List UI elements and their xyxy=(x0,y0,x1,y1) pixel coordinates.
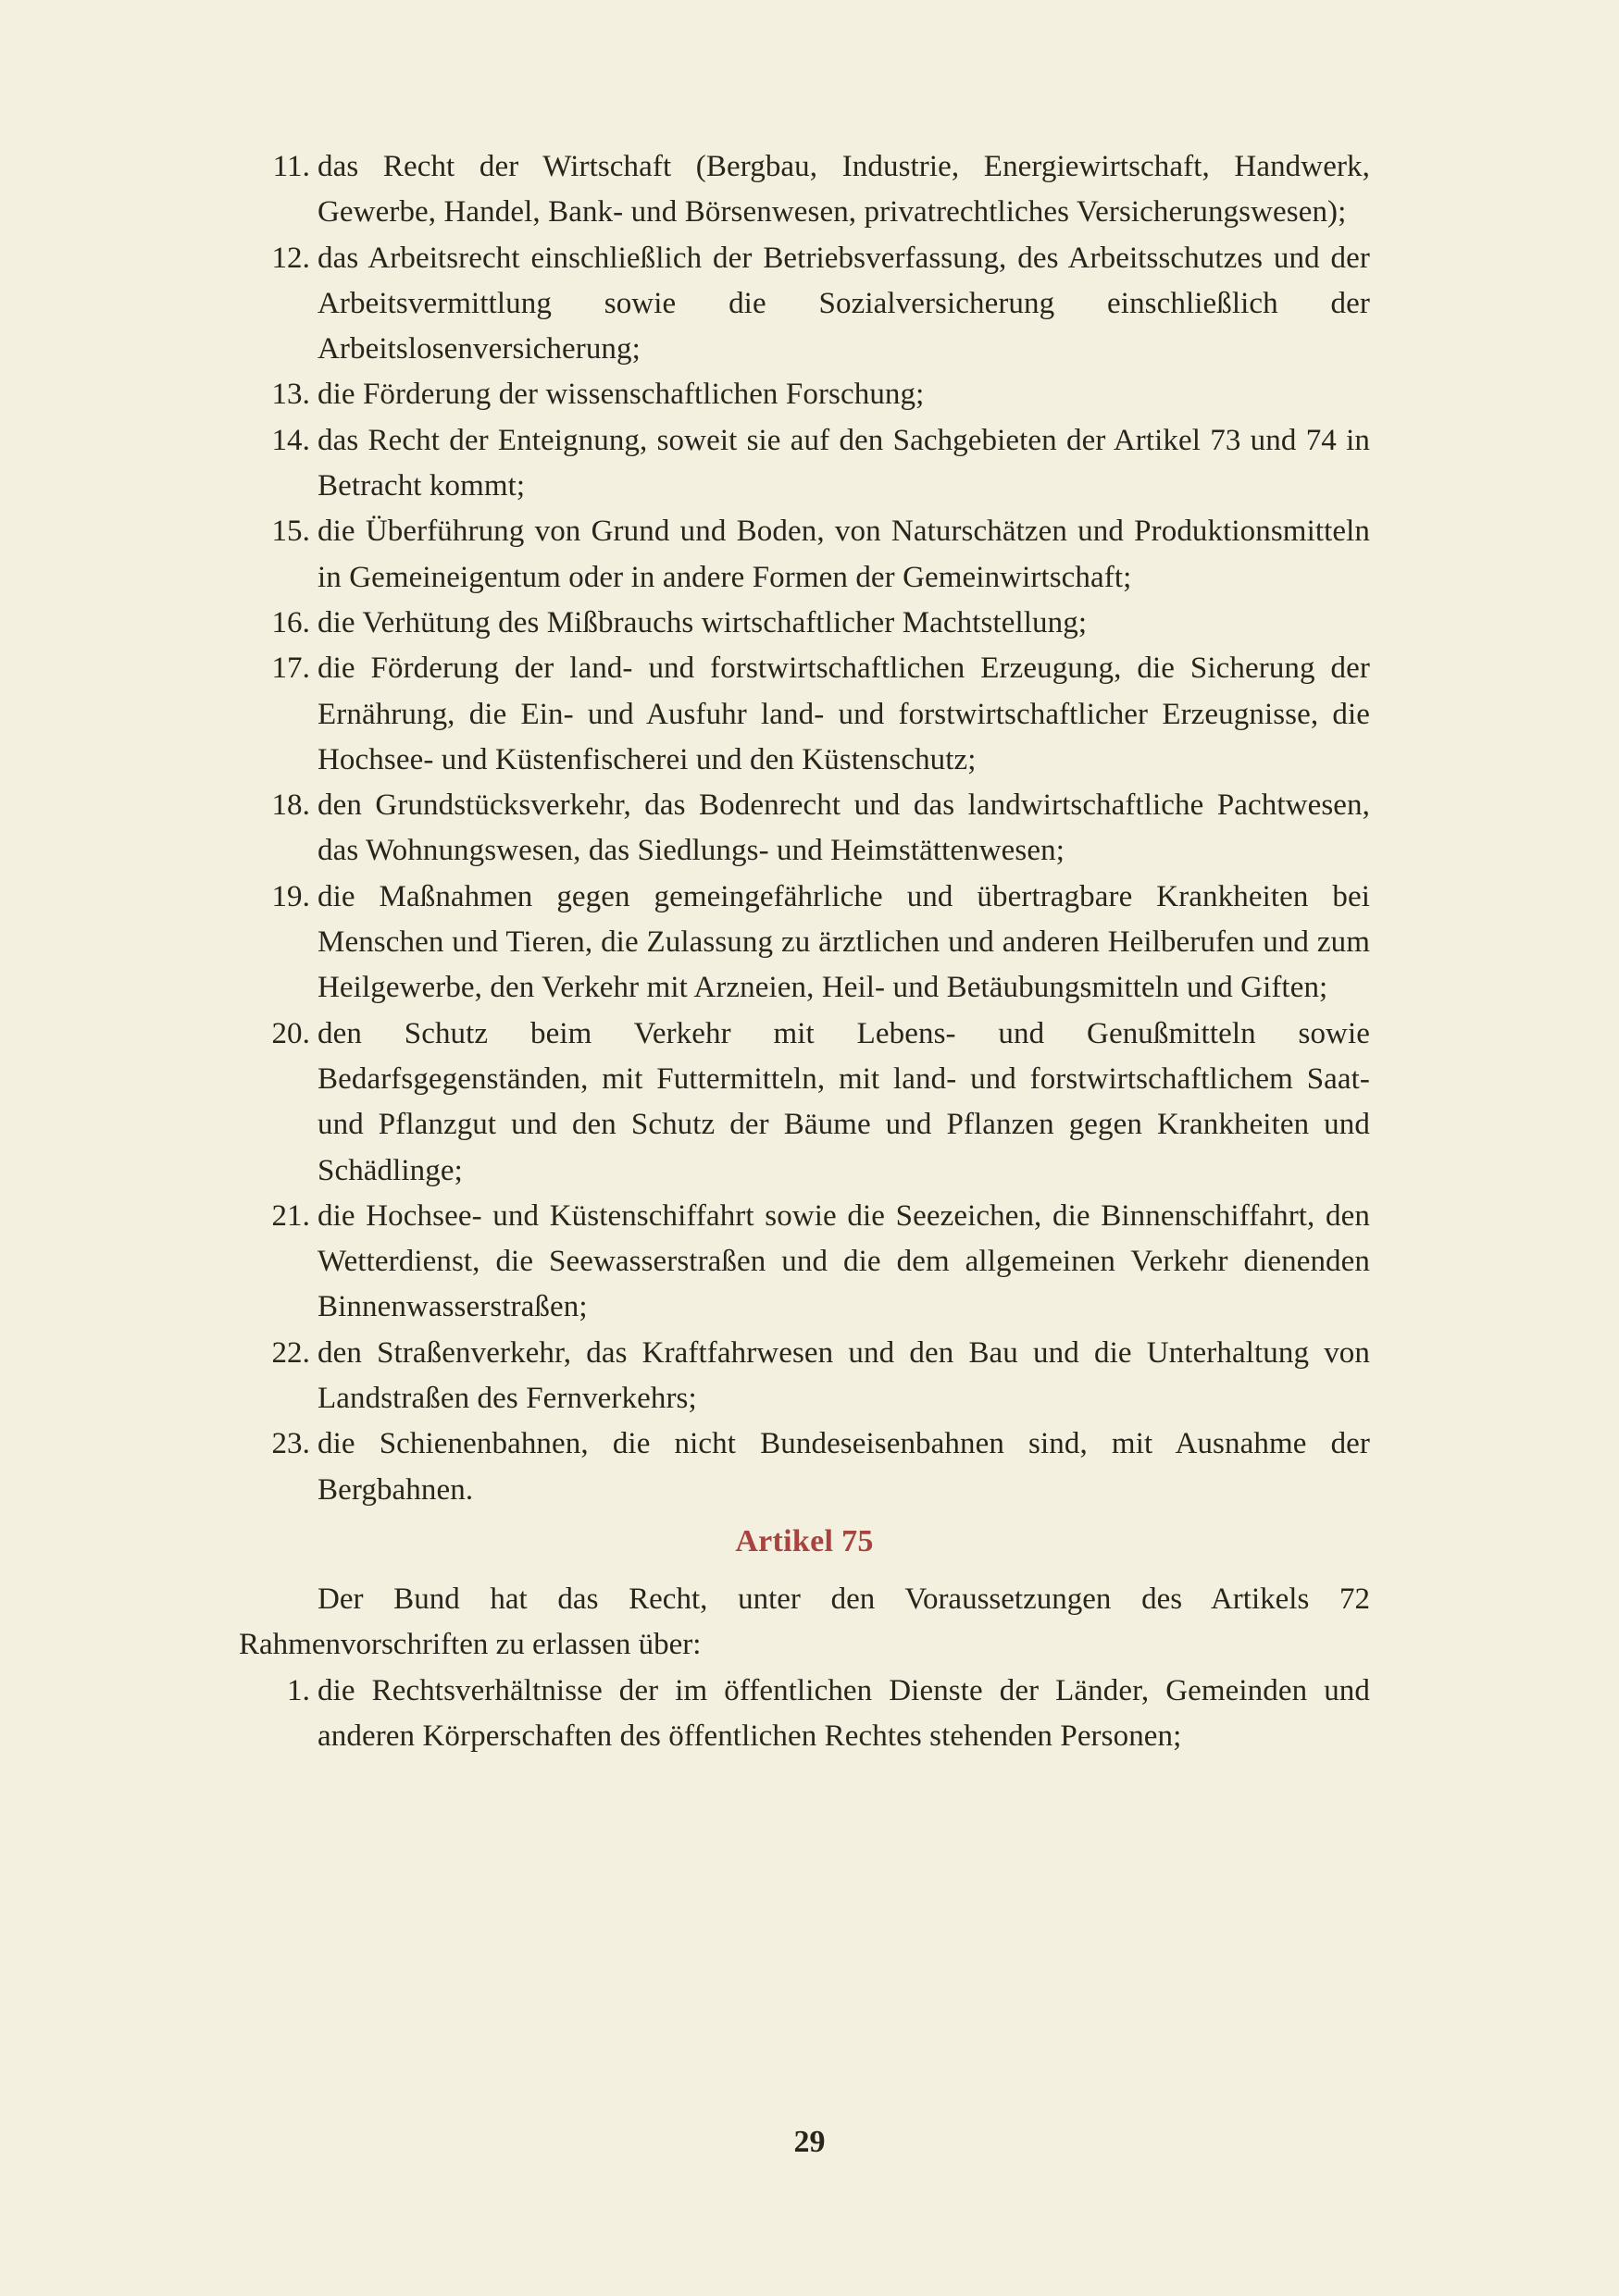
item-text: die Überführung von Grund und Boden, von Naturschätzen und Produktionsmitteln in Gemeineigentum oder in andere Formen der Gemeinwirtschaft; xyxy=(318,515,1370,594)
list-item xyxy=(239,1011,1370,1194)
item-number: 22. xyxy=(271,1335,310,1370)
item-text: den Schutz beim Verkehr mit Lebens- und Genußmitteln sowie Bedarfsgegenständen, mit Futtermitteln, mit land- und forstwirtschaftlichem Saat- und Pflanzgut und den Schutz der Bäume und Pflanzen gegen Krankheiten und Schädlinge; xyxy=(318,1016,1370,1187)
item-text: die Maßnahmen gegen gemeingefährliche und übertragbare Krankheiten bei Menschen und Tieren, die Zulassung zu ärztlichen und anderen Heilberufen und zum Heilgewerbe, den Verkehr mit Arzneien, Heil- und Betäubungsmitteln und Giften; xyxy=(318,879,1370,1005)
item-number: 15. xyxy=(271,515,310,549)
article-heading: Artikel 75 xyxy=(735,1523,874,1558)
list-item xyxy=(239,236,1370,373)
item-number: 14. xyxy=(271,423,310,457)
item-number: 12. xyxy=(271,241,310,275)
item-number: 17. xyxy=(271,652,310,686)
item-number: 23. xyxy=(271,1427,310,1461)
item-number: 19. xyxy=(271,879,310,913)
item-text: den Straßenverkehr, das Kraftfahrwesen und den Bau und die Unterhaltung von Landstraßen des Fernverkehrs; xyxy=(318,1335,1370,1416)
item-text: die Rechtsverhältnisse der im öffentlichen Dienste der Länder, Gemeinden und anderen Körperschaften des öffentlichen Rechtes stehenden Personen; xyxy=(318,1673,1370,1753)
item-text: die Hochsee- und Küstenschiffahrt sowie die Seezeichen, die Binnenschiffahrt, den Wetterdienst, die Seewasserstraßen und die dem allgemeinen Verkehr dienenden Binnenwasserstraßen; xyxy=(318,1198,1370,1324)
item-number: 20. xyxy=(271,1016,310,1050)
list-item xyxy=(239,372,1370,417)
item-number: 18. xyxy=(271,788,310,823)
list-item xyxy=(239,646,1370,783)
item-text: das Recht der Wirtschaft (Bergbau, Industrie, Energiewirtschaft, Handwerk, Gewerbe, Handel, Bank- und Börsenwesen, privatrechtliches Versicherungswesen); xyxy=(318,150,1370,230)
item-number: 13. xyxy=(271,378,310,412)
list-item xyxy=(239,144,1370,236)
item-number: 21. xyxy=(271,1198,310,1233)
item-text: die Förderung der land- und forstwirtschaftlichen Erzeugung, die Sicherung der Ernährung, die Ein- und Ausfuhr land- und forstwirtschaftlicher Erzeugnisse, die Hochsee- und Küstenfischerei und den Küstenschutz; xyxy=(318,652,1370,776)
item-text: das Recht der Enteignung, soweit sie auf den Sachgebieten der Artikel 73 und 74 in Betracht kommt; xyxy=(318,423,1370,503)
list-item xyxy=(239,418,1370,510)
item-number: 11. xyxy=(272,150,310,183)
item-text: das Arbeitsrecht einschließlich der Betriebsverfassung, des Arbeitsschutzes und der Arbeitsvermittlung sowie die Sozialversicherung einschließlich der Arbeitslosenversicherung; xyxy=(318,241,1370,366)
list-item xyxy=(239,509,1370,601)
list-item xyxy=(239,1194,1370,1331)
item-text: die Schienenbahnen, die nicht Bundeseisenbahnen sind, mit Ausnahme der Bergbahnen. xyxy=(318,1427,1370,1507)
list-item xyxy=(239,783,1370,875)
item-text: den Grundstücksverkehr, das Bodenrecht und das landwirtschaftliche Pachtwesen, das Wohnungswesen, das Siedlungs- und Heimstättenwesen; xyxy=(318,788,1370,868)
page-content xyxy=(239,144,1370,1759)
page-number: 29 xyxy=(793,2125,826,2159)
item-text: die Förderung der wissenschaftlichen Forschung; xyxy=(318,378,925,412)
list-item xyxy=(239,1331,1370,1422)
item-number: 16. xyxy=(271,605,310,639)
list-item xyxy=(239,1669,1370,1760)
list-item xyxy=(239,875,1370,1011)
list-item xyxy=(239,1421,1370,1513)
item-number: 1. xyxy=(287,1673,310,1707)
list-item xyxy=(239,601,1370,646)
article-intro: Der Bund hat das Recht, unter den Voraussetzungen des Artikels 72 Rahmenvorschriften zu erlassen über: xyxy=(239,1582,1370,1662)
item-text: die Verhütung des Mißbrauchs wirtschaftlicher Machtstellung; xyxy=(318,605,1088,639)
